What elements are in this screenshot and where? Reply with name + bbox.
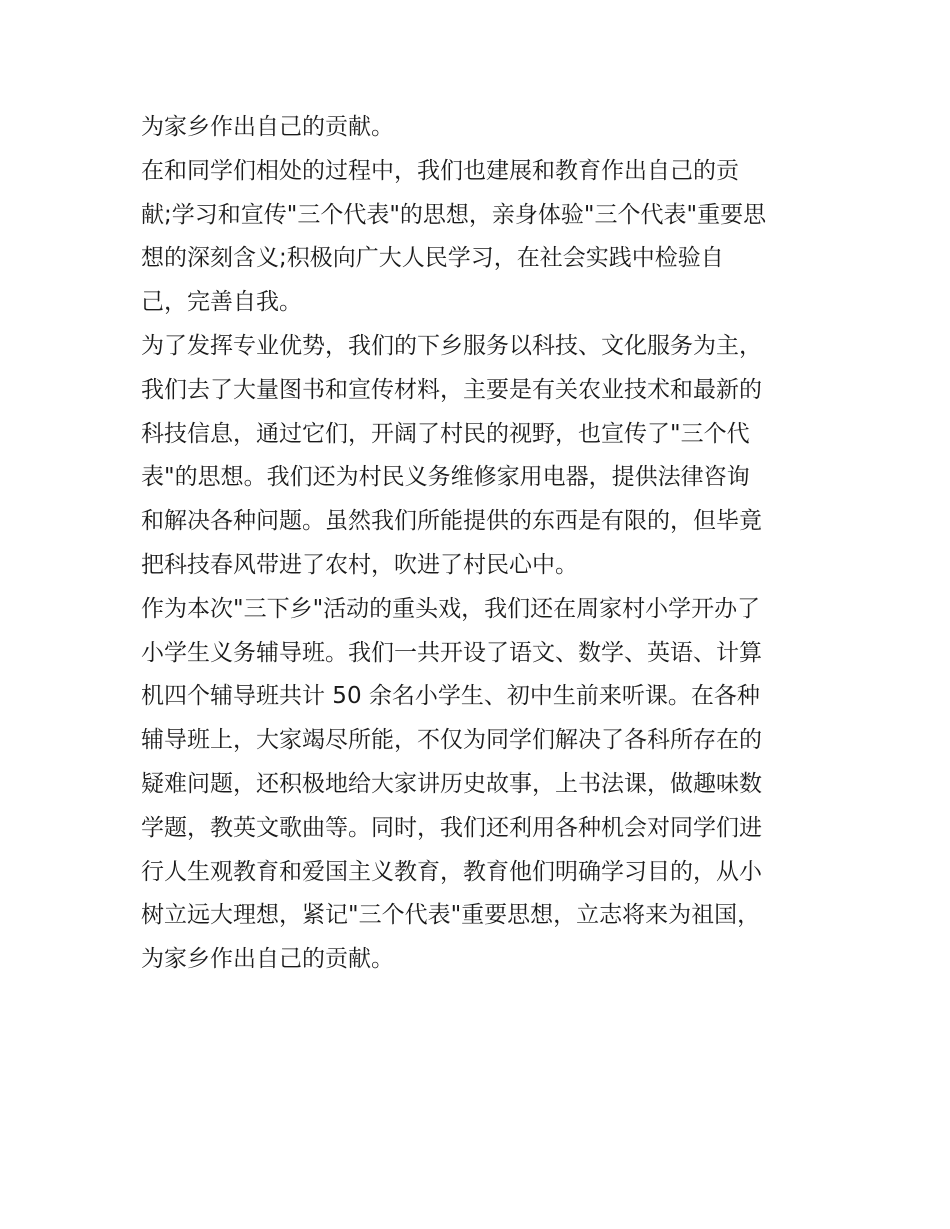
- text-line: 学题，教英文歌曲等。同时，我们还利用各种机会对同学们进: [141, 814, 762, 841]
- text-line: 行人生观教育和爱国主义教育，教育他们明确学习目的，从小: [141, 858, 762, 885]
- text-line: 想的深刻含义;积极向广大人民学习，在社会实践中检验自: [141, 245, 724, 272]
- text-line: 己，完善自我。: [141, 289, 302, 316]
- text-line: 献;学习和宣传"三个代表"的思想，亲身体验"三个代表"重要思: [141, 201, 767, 228]
- document-body: [141, 106, 821, 982]
- text-line: 作为本次"三下乡"活动的重头戏，我们还在周家村小学开办了: [141, 595, 761, 622]
- text-line: 表"的思想。我们还为村民义务维修家用电器，提供法律咨询: [141, 464, 750, 491]
- text-line: 树立远大理想，紧记"三个代表"重要思想，立志将来为祖国，: [141, 902, 761, 929]
- text-line: 小学生义务辅导班。我们一共开设了语文、数学、英语、计算: [141, 639, 762, 666]
- text-line: 把科技春风带进了农村，吹进了村民心中。: [141, 551, 578, 578]
- text-line: 科技信息，通过它们，开阔了村民的视野，也宣传了"三个代: [141, 420, 750, 447]
- text-line: 为了发挥专业优势，我们的下乡服务以科技、文化服务为主，: [141, 332, 762, 359]
- text-line: 辅导班上，大家竭尽所能，不仅为同学们解决了各科所存在的: [141, 727, 762, 754]
- text-line: 疑难问题，还积极地给大家讲历史故事，上书法课，做趣味数: [141, 770, 762, 797]
- text-line: 在和同学们相处的过程中，我们也建展和教育作出自己的贡: [141, 157, 739, 184]
- text-line: 和解决各种问题。虽然我们所能提供的东西是有限的，但毕竟: [141, 508, 762, 535]
- text-line: 为家乡作出自己的贡献。: [141, 946, 394, 973]
- text-line: 机四个辅导班共计 50 余名小学生、初中生前来听课。在各种: [141, 683, 760, 710]
- text-line: 我们去了大量图书和宣传材料，主要是有关农业技术和最新的: [141, 376, 762, 403]
- text-line: 为家乡作出自己的贡献。: [141, 114, 394, 140]
